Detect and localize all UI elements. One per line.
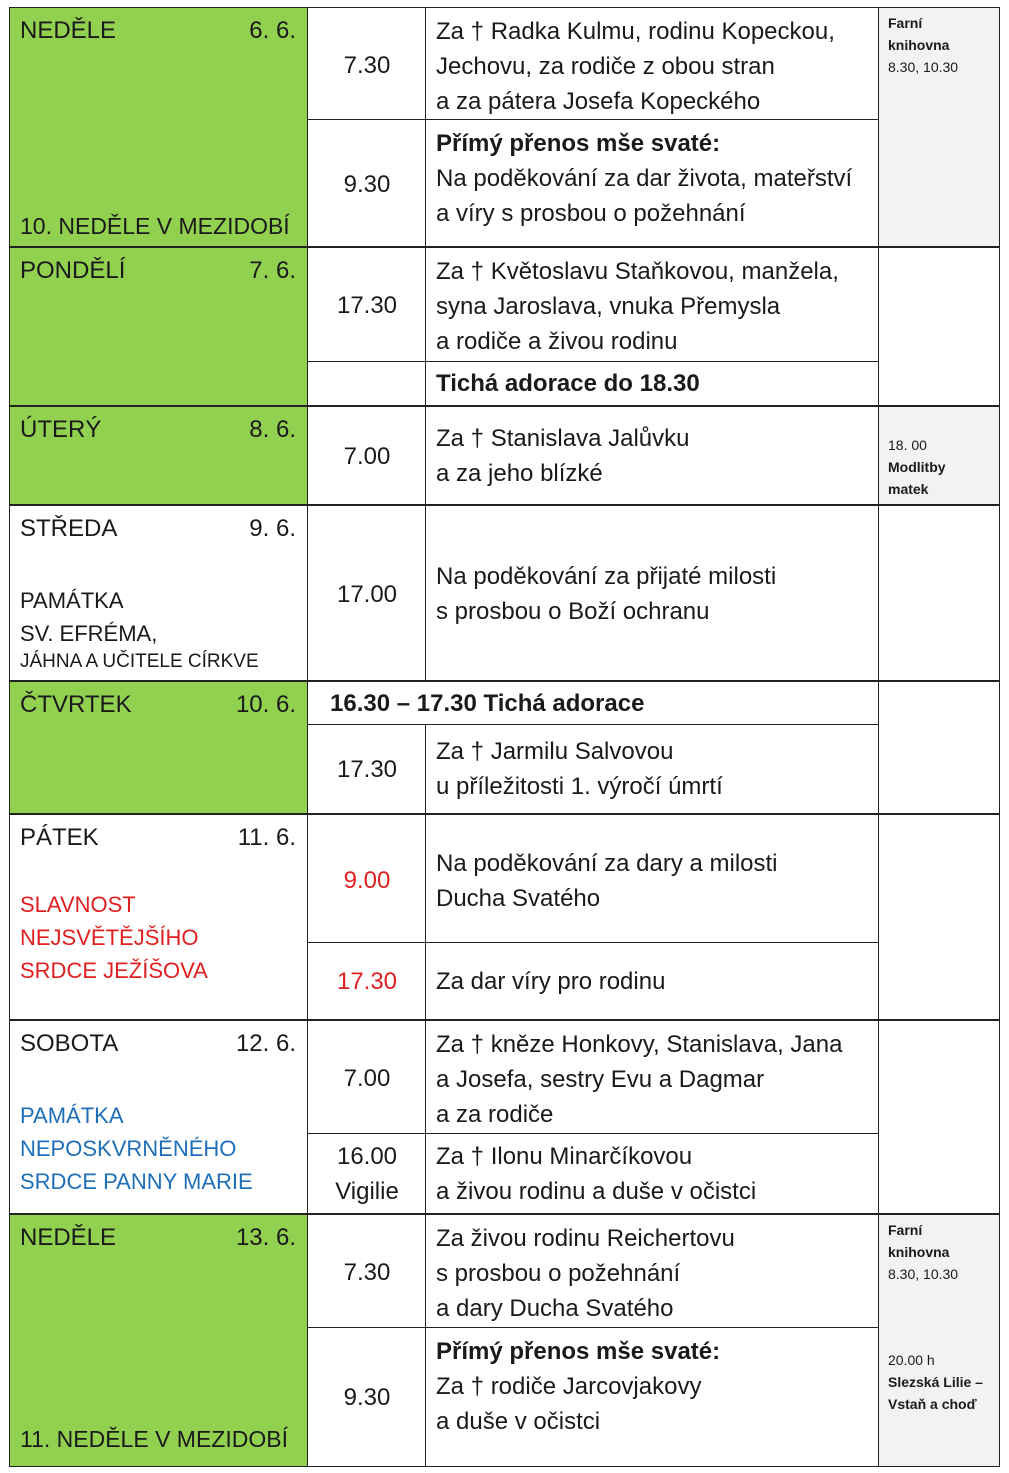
day-date: 11. 6. (237, 824, 296, 851)
intention-cell (425, 406, 880, 505)
intention-cell (425, 1020, 880, 1135)
intention-text: Za † Květoslavu Staňkovou, manžela, syna Jaroslava, vnuka Přemysla a rodiče a živou rodinu (436, 258, 839, 355)
note-cell (878, 505, 1000, 681)
time-cell (307, 119, 427, 247)
mass-time: 7.00 (343, 1065, 391, 1092)
day-name: NEDĚLE (20, 1224, 117, 1251)
feast-title: 11. NEDĚLE V MEZIDOBÍ (20, 1426, 288, 1452)
day-cell-friday (9, 814, 309, 1020)
day-name: NEDĚLE (20, 17, 117, 44)
day-cell-monday (9, 247, 309, 406)
adoration-span-cell (307, 681, 880, 726)
broadcast-heading: Přímý přenos mše svaté: (436, 1338, 721, 1365)
intention-cell (425, 247, 880, 363)
feast-title: 10. NEDĚLE V MEZIDOBÍ (20, 213, 290, 239)
note-text: Farní knihovna 8.30, 10.30 (888, 15, 959, 75)
time-cell (307, 505, 427, 681)
broadcast-heading: Přímý přenos mše svaté: (436, 130, 721, 157)
intention-cell (425, 361, 880, 406)
adoration-text: Tichá adorace do 18.30 (436, 370, 700, 397)
time-cell (307, 1020, 427, 1135)
day-cell-saturday (9, 1020, 309, 1214)
adoration-text: 16.30 – 17.30 Tichá adorace (330, 690, 645, 717)
note-cell (878, 814, 1000, 1020)
feast-title: PAMÁTKA SV. EFRÉMA, (20, 588, 158, 646)
time-cell (307, 361, 427, 406)
mass-time: 7.00 (343, 443, 391, 470)
intention-text: Za † Jarmilu Salvovou u příležitosti 1. výročí úmrtí (436, 738, 723, 800)
time-cell (307, 247, 427, 363)
time-cell (307, 814, 427, 944)
mass-time: 17.00 (336, 581, 398, 608)
day-name: SOBOTA (20, 1030, 119, 1057)
day-date: 12. 6. (235, 1030, 296, 1057)
intention-text: Na poděkování za dary a milosti Ducha Svatého (436, 850, 778, 912)
day-cell-wednesday (9, 505, 309, 681)
intention-text: Za dar víry pro rodinu (436, 968, 666, 995)
day-name: ÚTERÝ (20, 416, 102, 443)
day-date: 7. 6. (249, 257, 296, 284)
time-cell (307, 1133, 427, 1214)
day-name: PÁTEK (20, 824, 99, 851)
intention-cell (425, 942, 880, 1020)
time-cell (307, 7, 427, 121)
day-date: 8. 6. (249, 416, 296, 443)
day-date: 13. 6. (235, 1224, 296, 1251)
time-cell (307, 1214, 427, 1329)
intention-text: Za živou rodinu Reichertovu s prosbou o požehnání a dary Ducha Svatého (436, 1225, 735, 1322)
day-date: 9. 6. (249, 515, 296, 542)
note-text: 20.00 h Slezská Lilie – Vstaň a choď (888, 1352, 983, 1412)
day-name: PONDĚLÍ (20, 257, 126, 284)
mass-time: 17.30 (336, 292, 398, 319)
intention-text: Přímý přenos mše svaté: Za † rodiče Jarcovjakovy a duše v očistci (426, 1334, 720, 1439)
day-cell-tuesday (9, 406, 309, 505)
mass-time: 17.30 (336, 756, 398, 783)
feast-title: PAMÁTKA NEPOSKVRNĚNÉHO SRDCE PANNY MARIE (20, 1103, 253, 1194)
time-cell (307, 942, 427, 1020)
note-cell (878, 681, 1000, 814)
day-cell-sunday-6 (9, 7, 309, 247)
time-cell (307, 1327, 427, 1467)
intention-text: Na poděkování za přijaté milosti s prosbou o Boží ochranu (436, 563, 777, 625)
mass-time: 7.30 (343, 1259, 391, 1286)
intention-cell (425, 724, 880, 814)
intention-cell (425, 1214, 880, 1329)
mass-time: 7.30 (343, 52, 391, 79)
mass-time: 9.00 (343, 867, 391, 894)
intention-cell (425, 1133, 880, 1214)
day-name: STŘEDA (20, 515, 118, 542)
mass-time: 9.30 (343, 171, 391, 198)
day-date: 6. 6. (249, 17, 296, 44)
day-cell-sunday-13 (9, 1214, 309, 1467)
note-text: Farní knihovna 8.30, 10.30 (888, 1222, 959, 1282)
note-cell (878, 406, 1000, 505)
time-cell (307, 406, 427, 505)
mass-time: 16.00 Vigilie (335, 1143, 399, 1205)
day-date: 10. 6. (235, 691, 296, 718)
day-name: ČTVRTEK (20, 691, 132, 718)
note-cell (878, 1214, 1000, 1467)
intention-text: Za † Ilonu Minarčíkovou a živou rodinu a duše v očistci (436, 1143, 757, 1205)
note-cell (878, 247, 1000, 406)
note-text: 18. 00 Modlitby matek (888, 437, 946, 497)
note-cell (878, 7, 1000, 247)
feast-title: SLAVNOST NEJSVĚTĚJŠÍHO SRDCE JEŽÍŠOVA (20, 892, 208, 983)
intention-cell (425, 814, 880, 944)
intention-cell (425, 7, 880, 121)
time-cell (307, 724, 427, 814)
mass-time: 17.30 (336, 968, 398, 995)
mass-time: 9.30 (343, 1384, 391, 1411)
intention-cell (425, 119, 880, 247)
intention-text: Přímý přenos mše svaté: Na poděkování za dar života, mateřství a víry s prosbou o požehnání (426, 126, 852, 231)
intention-text: Za † Radka Kulmu, rodinu Kopeckou, Jechovu, za rodiče z obou stran a za pátera Josefa Kopeckého (436, 18, 835, 115)
feast-subtitle: JÁHNA A UČITELE CÍRKVE (20, 651, 259, 672)
day-cell-thursday (9, 681, 309, 814)
intention-text: Za † Stanislava Jalůvku a za jeho blízké (436, 425, 690, 487)
intention-cell (425, 1327, 880, 1467)
intention-text: Za † kněze Honkovy, Stanislava, Jana a Josefa, sestry Evu a Dagmar a za rodiče (436, 1031, 843, 1128)
note-cell (878, 1020, 1000, 1214)
intention-cell (425, 505, 880, 681)
